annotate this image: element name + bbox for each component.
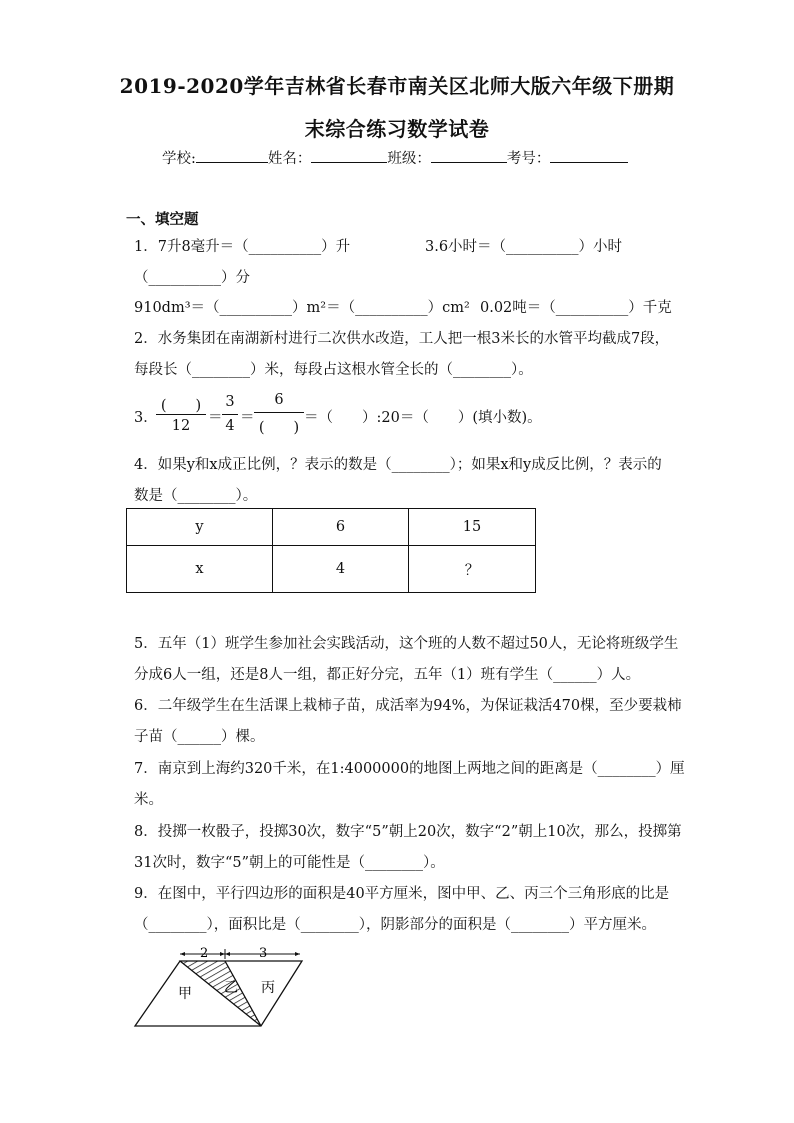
q3-frac1-numerator: ( ) xyxy=(160,398,202,414)
q4-line-2: 数是（________）。 xyxy=(134,488,258,504)
proportion-table xyxy=(126,508,536,593)
q3-frac2-denominator: 4 xyxy=(225,418,235,434)
q2-line-1: 2．水务集团在南湖新村进行二次供水改造，工人把一根3米长的水管平均截成7段， xyxy=(134,331,670,347)
arrowhead xyxy=(295,952,300,956)
class-blank[interactable] xyxy=(431,148,507,163)
table-cell: 15 xyxy=(409,509,536,546)
q3-frac3-numerator: 6 xyxy=(274,392,284,408)
q1-part-c: （__________）分 xyxy=(134,270,250,286)
q7-line-2: 米。 xyxy=(134,792,163,808)
table-cell: x xyxy=(127,546,273,593)
title-line-2: 末综合练习数学试卷 xyxy=(304,117,490,141)
label-jia: 甲 xyxy=(178,986,192,1002)
q8-line-1: 8．投掷一枚骰子，投掷30次，数字“5”朝上20次，数字“2”朝上10次，那么，投掷第 xyxy=(134,824,682,840)
table-row xyxy=(127,546,536,593)
label-3: 3 xyxy=(259,946,268,961)
table-cell: 6 xyxy=(273,509,409,546)
q8-line-2: 31次时，数字“5”朝上的可能性是（________）。 xyxy=(134,855,445,871)
q3-eq1: ＝ xyxy=(208,410,223,426)
q3-eq2: ＝ xyxy=(240,410,255,426)
q4-line-1: 4．如果y和x成正比例，？表示的数是（________）；如果x和y成反比例，？表示的 xyxy=(134,457,662,473)
school-blank[interactable] xyxy=(196,148,268,163)
table-cell: y xyxy=(127,509,273,546)
q1-part-e: 0.02吨＝（__________）千克 xyxy=(480,300,672,316)
exam-no-blank[interactable] xyxy=(550,148,628,163)
label-bing: 丙 xyxy=(261,980,275,996)
q5-line-2: 分成6人一组，还是8人一组，都正好分完，五年（1）班有学生（______）人。 xyxy=(134,667,641,683)
school-label: 学校: xyxy=(162,151,196,167)
name-blank[interactable] xyxy=(311,148,387,163)
arrowhead xyxy=(180,952,185,956)
parallelogram-figure xyxy=(130,942,310,1034)
table-cell: 4 xyxy=(273,546,409,593)
q9-line-1: 9．在图中，平行四边形的面积是40平方厘米，图中甲、乙、丙三个三角形底的比是 xyxy=(134,886,670,902)
q5-line-1: 5．五年（1）班学生参加社会实践活动，这个班的人数不超过50人，无论将班级学生 xyxy=(134,636,679,652)
arrowhead xyxy=(220,952,225,956)
table-row xyxy=(127,509,536,546)
q1-part-a: 1．7升8毫升＝（__________）升 xyxy=(134,239,351,255)
title-line-1: 2019-2020学年吉林省长春市南关区北师大版六年级下册期 xyxy=(119,74,675,98)
q3-frac1-bar xyxy=(156,414,206,415)
class-label: 班级： xyxy=(387,151,431,167)
q2-line-2: 每段长（________）米，每段占这根水管全长的（________）。 xyxy=(134,362,533,378)
table-cell: ？ xyxy=(409,546,536,593)
q1-part-d: 910dm³＝（__________）m²＝（__________）cm² xyxy=(134,300,470,316)
q9-line-2: （________），面积比是（________），阴影部分的面积是（________）平方厘米。 xyxy=(134,917,656,933)
section-heading: 一、填空题 xyxy=(126,211,199,228)
q1-part-b: 3.6小时＝（__________）小时 xyxy=(425,239,623,255)
label-2: 2 xyxy=(200,946,209,961)
q3-frac1-denominator: 12 xyxy=(171,418,191,434)
q3-frac3-bar xyxy=(254,412,304,413)
q3-number: 3． xyxy=(134,410,158,426)
arrowhead xyxy=(225,952,230,956)
q3-tail: ＝（ ）:20＝（ ）(填小数)。 xyxy=(304,410,542,426)
q3-frac3-denominator: ( ) xyxy=(258,420,300,436)
q3-frac2-numerator: 3 xyxy=(225,394,235,410)
student-info-row xyxy=(162,147,628,168)
label-yi: 乙 xyxy=(224,980,238,996)
q7-line-1: 7．南京到上海约320千米，在1:4000000的地图上两地之间的距离是（________）厘 xyxy=(134,761,685,777)
q3-frac2-bar xyxy=(222,414,238,415)
q6-line-2: 子苗（______）棵。 xyxy=(134,729,265,745)
name-label: 姓名： xyxy=(267,151,312,167)
exam-no-label: 考号： xyxy=(506,151,551,167)
q6-line-1: 6．二年级学生在生活课上栽柿子苗，成活率为94%，为保证栽活470棵，至少要栽柿 xyxy=(134,698,682,714)
